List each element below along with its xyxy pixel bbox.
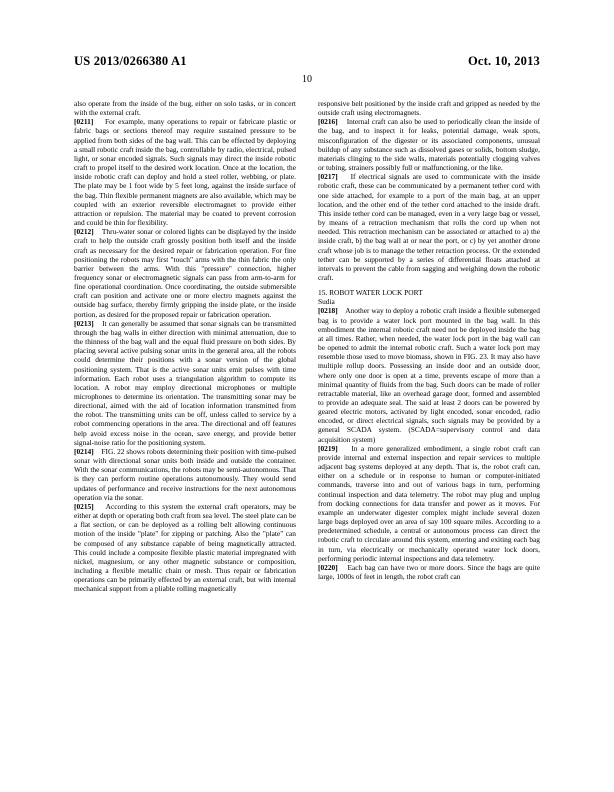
paragraph-0212 — [74, 227, 296, 319]
paragraph-number: [0211] — [74, 117, 94, 127]
paragraph-text: Another way to deploy a robotic craft inside a flexible submerged bag is to provide a water lock port mounted in the bag wall. In this embodiment the internal robotic craft need not be deployed inside the bag at all times. Rather, when needed, the water lock port in the bag wall can be opened to admit the internal robotic craft. Such a water lock port may resemble those used to move biomass, shown in FIG. 23. It may also have multiple rollup doors. Possessing an inside door and an outside door, where only one door is open at a time, prevents escape of more than a minimal quantity of fluids from the bag. Such doors can be made of roller retractable material, like an overhead garage door, formed and assembled to provide an adequate seal. The said at least 2 doors can be powered by geared electric motors, activated by light encoded, sonar encoded, radio encoded, or direct electrical signals, such signals may be provided by a general SCADA system. (SCADA=supervisory control and data acquisition system) — [318, 306, 540, 444]
body-columns — [74, 99, 540, 593]
paragraph-0215 — [74, 502, 296, 594]
paragraph-0217 — [318, 172, 540, 282]
paragraph-number: [0216] — [318, 117, 338, 127]
paragraph-text: Thru-water sonar or colored lights can be displayed by the inside craft to help the outside craft grossly position both itself and the inside craft as necessary for the desired repair or fabrication operation. For fine positioning the robots may first "touch" arms with the thin fabric the only barrier between the arms. With this "pressure" connection, higher frequency sonar or electromagnetic signals can pass from arm-to-arm for fine operational coordination. Once coordinating, the outside submersible craft can position and activate one or more electro magnets against the outside bag surface, thereby firmly gripping the inside plate, or the inside portion, as desired for the proposed repair or fabrication operation. — [74, 227, 296, 319]
paragraph-text: For example, many operations to repair or fabricate plastic or fabric bags or sections thereof may require sustained pressure to be applied from both sides of the bag wall. This can be effected by deploying a small robotic craft inside the bag, controllable by radio, electrical, pulsed light, or sonar encoded signals. Such signals may direct the inside robotic craft to propel itself to the desired work location. Once at the location, the inside robotic craft can deploy and hold a steel roller, webbing, or plate. The plate may be 1 foot wide by 5 feet long, against the inside surface of the bag. Thin flexible permanent magnets are also available, which may be coupled with an exterior reversible electromagnet to provide either attraction or repulsion. The material may be coated to prevent corrosion and could be thin for flexibility. — [74, 117, 296, 228]
paragraph-text: Each bag can have two or more doors. Since the bags are quite large, 1000s of feet in length, the robot craft can — [318, 562, 540, 581]
paragraph-text: It can generally be assumed that sonar signals can be transmitted through the bag walls in either direction with minimal attenuation, due to the thinness of the bag wall and the equal fluid pressure on both sides. By placing several active pulsing sonar units in the general area, all the robots could determine their positions with a sonar version of the global positioning system. That is the active sonar units emit pulses with time information. Each robot uses a triangulation algorithm to compute its location. A robot may employ directional microphones or multiple microphones to determine its orientation. The transmitting sonar may be directional, aimed with the aid of location information transmitted from the robot. The transmitting units can be off, unless called to service by a robot commencing operations in the area. The directional and off features help avoid excess noise in the ocean, save energy, and provide better signal-noise ratio for the positioning system. — [74, 318, 296, 447]
paragraph-0216 — [318, 117, 540, 172]
paragraph-0214 — [74, 447, 296, 502]
paragraph-number: [0215] — [74, 501, 94, 511]
paragraph-number: [0219] — [318, 443, 338, 453]
paragraph-0218 — [318, 306, 540, 443]
paragraph-0220 — [318, 563, 540, 581]
paragraph-number: [0220] — [318, 562, 338, 572]
section-heading: 15. ROBOT WATER LOCK PORT — [318, 288, 423, 298]
page-number: 10 — [302, 74, 312, 85]
paragraph-text: If electrical signals are used to communicate with the inside robotic craft, these can be communicated by a permanent tether cord with one side attached, for example to a port of the main bag, at an upper location, and the other end of the tether cord attached to the inside draft. This inside tether cord can be managed, even in a very large bag or vessel, by means of a retraction mechanism that rolls the cord up when not needed. This retraction mechanism can be associated or attached to a) the inside craft, b) the bag wall at or near the port, or c) by yet another drone craft whose job is to manage the tether retraction process. Or the extended tether can be supported by a series of differential floats attached at intervals to prevent the cable from sagging and weighing down the robotic craft. — [318, 172, 541, 282]
paragraph-number: [0217] — [318, 172, 338, 182]
section-subheading: Sudia — [318, 297, 335, 307]
paragraph-number: [0218] — [318, 306, 338, 316]
publication-date: Oct. 10, 2013 — [467, 54, 540, 68]
paragraph-text: According to this system the external craft operators, may be either at depth or operating both craft from sea level. The steel plate can be a flat section, or can be deployed as a rolling belt allowing continuous motion of the inside "plate" for zipping or patching. Also the "plate" can be composed of any substance capable of being magnetically attracted. This could include a composite flexible plastic material impregnated with nickel, magnesium, or any other magnetic substance or composition, including a flexible metallic chain or mesh. Thus repair or fabrication operations can be primarily effected by an external craft, but with internal mechanical support from a pliable rolling magnetically — [74, 501, 296, 594]
paragraph-continuation: also operate from the inside of the bug, either on solo tasks, or in concert with the external craft. — [74, 99, 296, 118]
paragraph-text: Internal craft can also be used to periodically clean the inside of the bag, and to inspect it for leaks, potential damage, weak spots, misconfiguration of the digester or its associated components, unusual buildup of any substance such as dissolved gases or solids, bottom sludge, materials clinging to the side walls, materials potentially clogging valves or tubing, strainers possibly full or malfunctioning, or the like. — [318, 117, 541, 173]
page-header — [74, 54, 540, 69]
paragraph-text: FIG. 22 shows robots determining their position with time-pulsed sonar with directional sonar units both inside and outside the container. With the sonar communications, the robots may be semi-autonomous. That is they can perform routine operations autonomously. They would send updates of performance and receive instructions for the next autonomous operation via the sonar. — [74, 446, 296, 502]
paragraph-0219 — [318, 444, 540, 563]
paragraph-0211 — [74, 117, 296, 227]
paragraph-text: In a more generalized embodiment, a single robot craft can provide internal and external inspection and repair services to multiple adjacent bag systems deployed at any depth. That is, the robot craft can, either on a schedule or in response to human or computer-initiated commands, traverse into and out of various bags in turn, performing continual inspection and data telemetry. The robot may plug and unplug from docking connections for data transfer and power as it moves. For example an underwater digester complex might include several dozen large bags deployed over an area of say 100 square miles. According to a predetermined schedule, a central or autonomous process can direct the robotic craft to circulate around this system, entering and exiting each bag in turn, via electrically or mechanically operated water lock doors, performing periodic internal inspections and data telemetry. — [318, 443, 540, 563]
paragraph-number: [0213] — [74, 318, 94, 328]
paragraph-continuation: responsive belt positioned by the inside craft and gripped as needed by the outside craft using electromagnets. — [318, 99, 540, 118]
paragraph-number: [0212] — [74, 227, 94, 237]
paragraph-number: [0214] — [74, 446, 94, 456]
paragraph-0213 — [74, 319, 296, 447]
left-column — [74, 99, 296, 593]
publication-number: US 2013/0266380 A1 — [74, 54, 187, 68]
right-column — [318, 99, 540, 593]
